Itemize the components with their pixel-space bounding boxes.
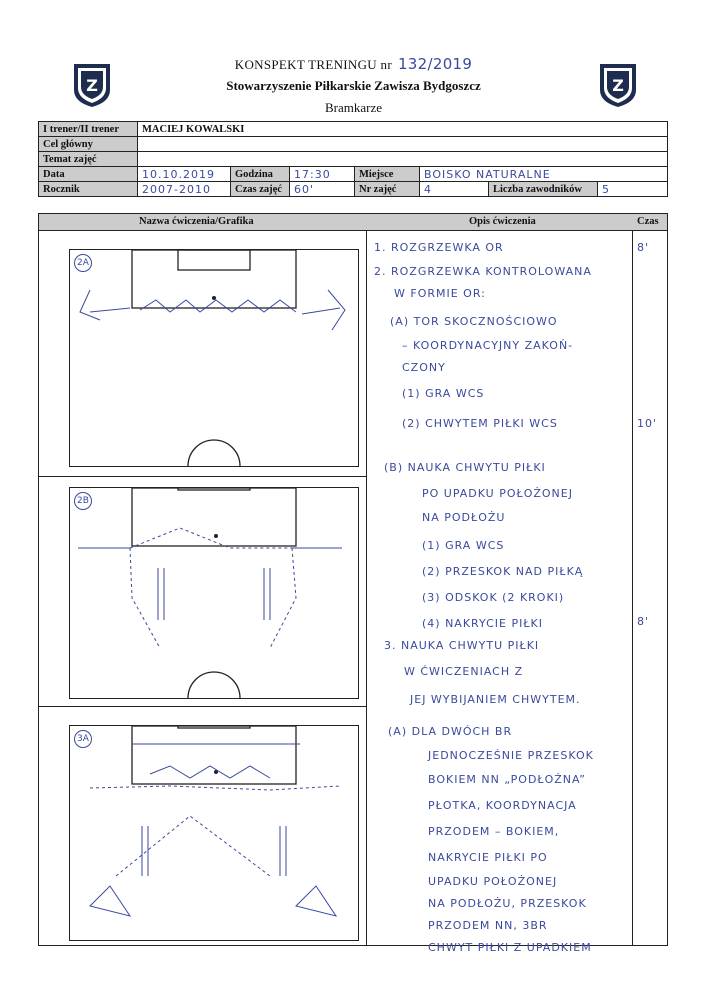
svg-text:Z: Z bbox=[612, 76, 624, 95]
topic-value bbox=[138, 152, 668, 167]
players-value: 5 bbox=[598, 182, 668, 197]
pitch-diagram bbox=[69, 725, 359, 941]
time-value: 8' bbox=[637, 241, 650, 254]
description-column-header: Opis ćwiczenia bbox=[469, 216, 536, 227]
group-subtitle: Bramkarze bbox=[324, 100, 383, 115]
time-value: 10' bbox=[637, 417, 658, 430]
time-column-header: Czas bbox=[637, 216, 659, 227]
training-number: 132/2019 bbox=[397, 55, 473, 73]
info-table: I trener/II trener MACIEJ KOWALSKI Cel główny Temat zajęć Data 10.10.2019 Godzina 17:30 Miejsce BOISKO NATURALNE Rocznik 2007-2010 Czas zajęć 60' Nr zajęć 4 Liczba zawodników 5 bbox=[38, 121, 668, 197]
place-value: BOISKO NATURALNE bbox=[420, 167, 668, 182]
pitch-diagram bbox=[69, 249, 359, 467]
exercise-label: 2A bbox=[74, 254, 92, 272]
session-value: 4 bbox=[420, 182, 489, 197]
exercise-column-header: Nazwa ćwiczenia/Grafika bbox=[139, 216, 254, 227]
date-value: 10.10.2019 bbox=[138, 167, 231, 182]
exercise-grid: 2A 2B 3A 1. ROZGRZEWKA OR 2. ROZGRZEWKA KONTROLOWANA W FORMIE OR: (A) TOR SKOCZNOŚCIOWO – KOORDYNACYJNY ZAKOŃ- CZONY (1) GRA WCS (2) CHWYTEM PIŁKI WCS (B) NAUKA CHWYTU PIŁKI PO UPADKU POŁOŻONEJ NA PODŁOŻU (1) GRA WCS (2) PRZESKOK NAD PIŁKĄ (3) ODSKOK (2 KROKI) (4) NAKRYCIE PIŁKI 3. NAUKA CHWYTU PIŁKI W ĆWICZENIACH Z JEJ WYBIJANIEM CHWYTEM. (A) DLA DWÓCH BR JEDNOCZEŚNIE PRZESKOK BOKIEM NN „PODŁOŻNA” PŁOTKA, KOORDYNACJA PRZODEM – BOKIEM, NAKRYCIE PIŁKI PO UPADKU POŁOŻONEJ NA PODŁOŻU, PRZESKOK PRZODEM NN, 3BR CHWYT PIŁKI Z UPADKIEM 8' 10' 8' bbox=[38, 230, 668, 946]
year-value: 2007-2010 bbox=[138, 182, 231, 197]
time-value: 8' bbox=[637, 615, 650, 628]
exercise-label: 3A bbox=[74, 730, 92, 748]
duration-value: 60' bbox=[290, 182, 355, 197]
columns-header bbox=[38, 213, 668, 231]
svg-text:Z: Z bbox=[86, 76, 98, 95]
document-title: KONSPEKT TRENINGU nr 132/2019 bbox=[234, 55, 473, 73]
pitch-diagram bbox=[69, 487, 359, 699]
exercise-label: 2B bbox=[74, 492, 92, 510]
club-name: Stowarzyszenie Piłkarskie Zawisza Bydgoszcz bbox=[226, 78, 481, 93]
hour-value: 17:30 bbox=[290, 167, 355, 182]
trainer-value: MACIEJ KOWALSKI bbox=[138, 122, 668, 137]
goal-value bbox=[138, 137, 668, 152]
